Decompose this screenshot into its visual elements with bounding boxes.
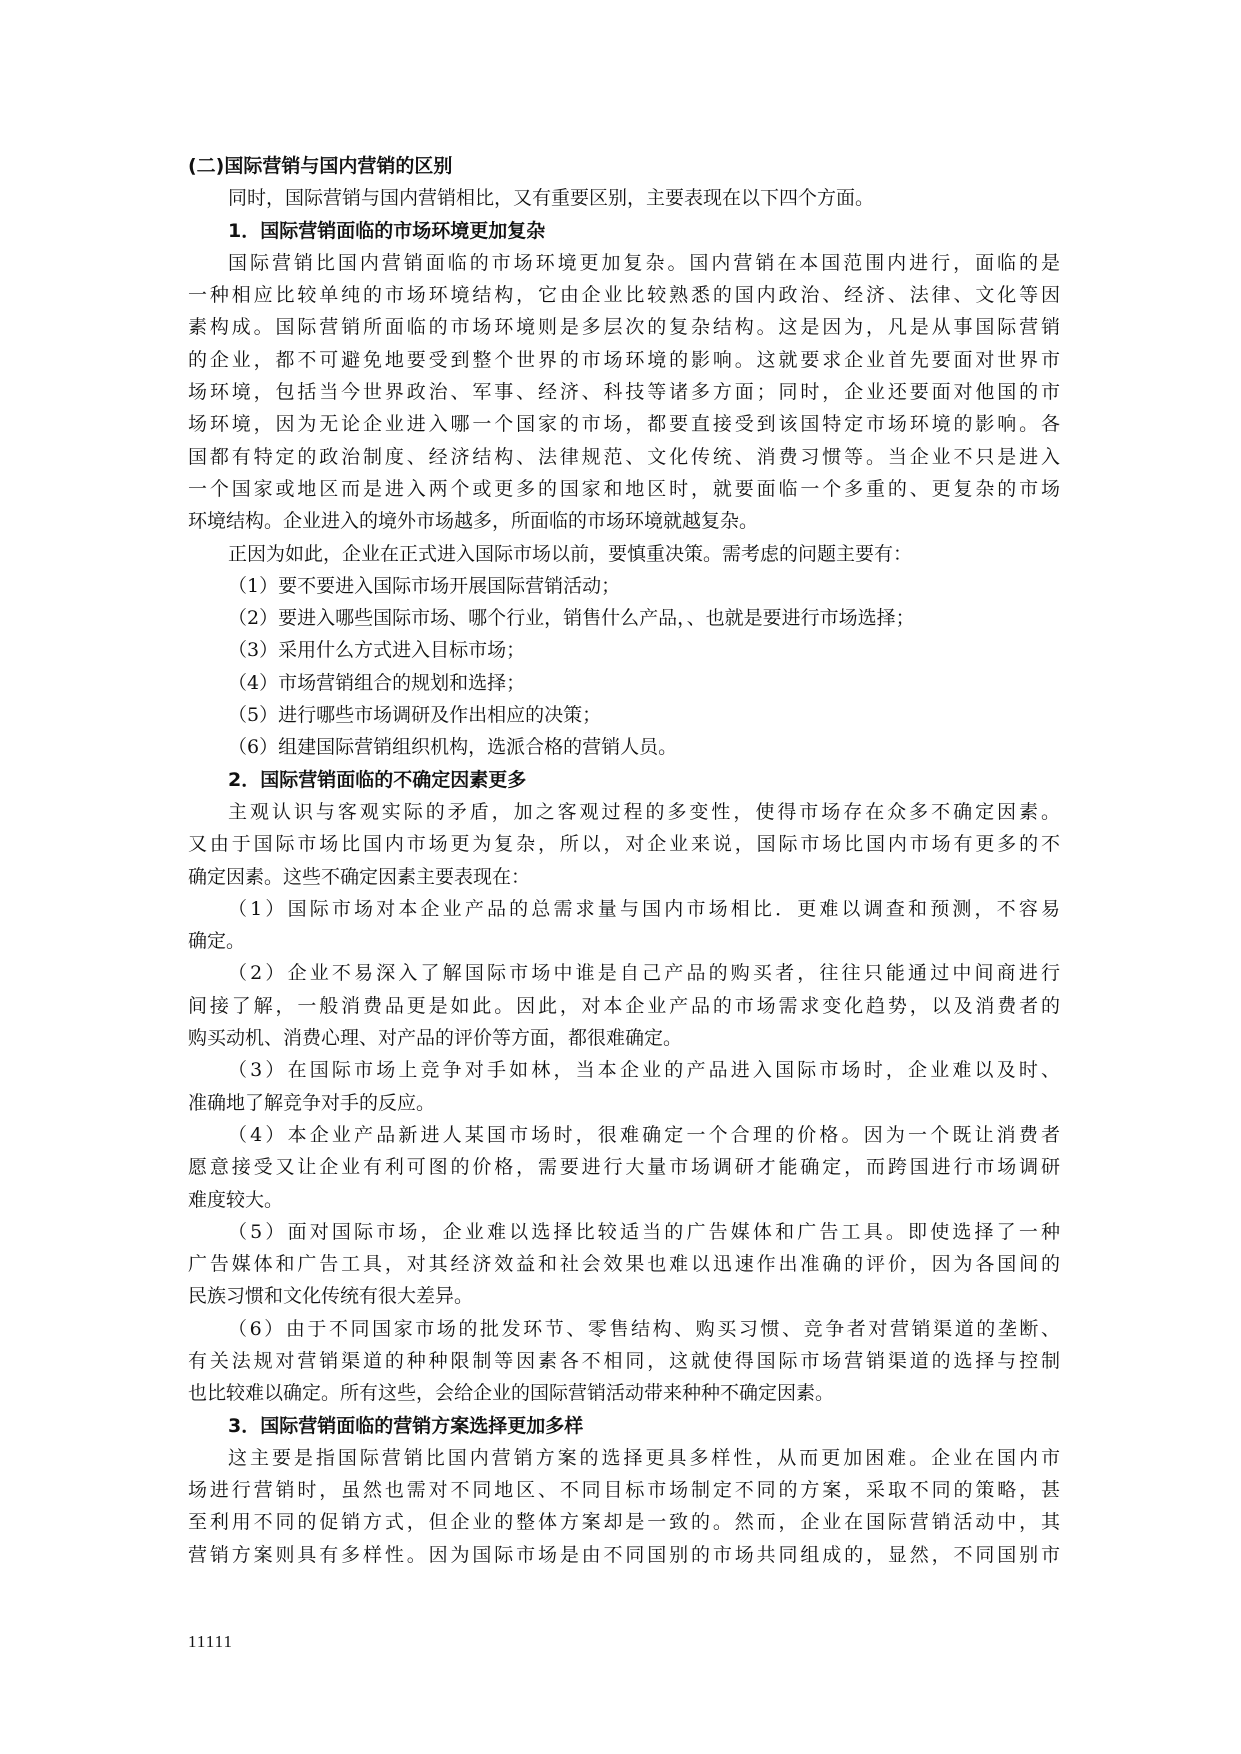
page-number: 11111 bbox=[188, 1632, 233, 1651]
section-heading: 3．国际营销面临的营销方案选择更加多样 bbox=[228, 1414, 584, 1437]
text-line: 购买动机、消费心理、对产品的评价等方面，都很难确定。 bbox=[188, 1027, 683, 1050]
text-line: （2）要进入哪些国际市场、哪个行业，销售什么产品，、也就是要进行市场选择； bbox=[228, 607, 915, 630]
text-line: 环境结构。企业进入的境外市场越多，所面临的市场环境就越复杂。 bbox=[188, 510, 759, 533]
text-line: 也比较难以确定。所有这些，会给企业的国际营销活动带来种种不确定因素。 bbox=[188, 1382, 835, 1405]
text-line: 素构成。国际营销所面临的市场环境则是多层次的复杂结构。这是因为，凡是从事国际营销 bbox=[188, 316, 1060, 339]
text-line: 愿意接受又让企业有利可图的价格，需要进行大量市场调研才能确定，而跨国进行市场调研 bbox=[188, 1156, 1060, 1179]
text-line: （6）组建国际营销组织机构，选派合格的营销人员。 bbox=[228, 736, 678, 759]
text-line: （4）本企业产品新进人某国市场时，很难确定一个合理的价格。因为一个既让消费者 bbox=[228, 1123, 1060, 1146]
text-line: 准确地了解竞争对手的反应。 bbox=[188, 1091, 436, 1114]
text-line: 一种相应比较单纯的市场环境结构，它由企业比较熟悉的国内政治、经济、法律、文化等因 bbox=[188, 284, 1060, 307]
section-heading: 1．国际营销面临的市场环境更加复杂 bbox=[228, 219, 546, 242]
text-line: 正因为如此，企业在正式进入国际市场以前，要慎重决策。需考虑的问题主要有： bbox=[228, 542, 913, 565]
section-heading: (二)国际营销与国内营销的区别 bbox=[188, 155, 453, 177]
text-line: 场环境，因为无论企业进入哪一个国家的市场，都要直接受到该国特定市场环境的影响。各 bbox=[188, 413, 1060, 436]
text-line: 主观认识与客观实际的矛盾，加之客观过程的多变性，使得市场存在众多不确定因素。 bbox=[228, 800, 1060, 823]
text-line: 确定因素。这些不确定因素主要表现在： bbox=[188, 865, 531, 888]
text-line: 难度较大。 bbox=[188, 1188, 284, 1211]
text-line: 有关法规对营销渠道的种种限制等因素各不相同，这就使得国际市场营销渠道的选择与控制 bbox=[188, 1349, 1060, 1372]
text-line: 这主要是指国际营销比国内营销方案的选择更具多样性，从而更加困难。企业在国内市 bbox=[228, 1446, 1060, 1469]
text-line: （1）国际市场对本企业产品的总需求量与国内市场相比．更难以调查和预测，不容易 bbox=[228, 897, 1060, 920]
text-line: （5）进行哪些市场调研及作出相应的决策； bbox=[228, 704, 602, 727]
text-line: 至利用不同的促销方式，但企业的整体方案却是一致的。然而，企业在国际营销活动中，其 bbox=[188, 1511, 1060, 1534]
text-line: 的企业，都不可避免地要受到整个世界的市场环境的影响。这就要求企业首先要面对世界市 bbox=[188, 348, 1060, 371]
text-line: 民族习惯和文化传统有很大差异。 bbox=[188, 1285, 474, 1308]
text-line: 又由于国际市场比国内市场更为复杂，所以，对企业来说，国际市场比国内市场有更多的不 bbox=[188, 833, 1060, 856]
text-line: 国都有特定的政治制度、经济结构、法律规范、文化传统、消费习惯等。当企业不只是进入 bbox=[188, 445, 1060, 468]
text-line: 确定。 bbox=[188, 930, 246, 953]
section-heading: 2．国际营销面临的不确定因素更多 bbox=[228, 768, 527, 791]
text-line: （2）企业不易深入了解国际市场中谁是自己产品的购买者，往往只能通过中间商进行 bbox=[228, 962, 1060, 985]
text-line: 一个国家或地区而是进入两个或更多的国家和地区时，就要面临一个多重的、更复杂的市场 bbox=[188, 477, 1060, 500]
text-line: 同时，国际营销与国内营销相比，又有重要区别，主要表现在以下四个方面。 bbox=[228, 187, 875, 210]
text-line: （1）要不要进入国际市场开展国际营销活动； bbox=[228, 574, 621, 597]
text-line: （3）在国际市场上竞争对手如林，当本企业的产品进入国际市场时，企业难以及时、 bbox=[228, 1059, 1060, 1082]
text-line: 间接了解，一般消费品更是如此。因此，对本企业产品的市场需求变化趋势，以及消费者的 bbox=[188, 994, 1060, 1017]
text-line: 广告媒体和广告工具，对其经济效益和社会效果也难以迅速作出准确的评价，因为各国间的 bbox=[188, 1253, 1060, 1276]
text-line: 场进行营销时，虽然也需对不同地区、不同目标市场制定不同的方案，采取不同的策略，甚 bbox=[188, 1479, 1060, 1502]
text-line: （4）市场营销组合的规划和选择； bbox=[228, 671, 526, 694]
text-line: （6）由于不同国家市场的批发环节、零售结构、购买习惯、竞争者对营销渠道的垄断、 bbox=[228, 1317, 1060, 1340]
text-line: 场环境，包括当今世界政治、军事、经济、科技等诸多方面；同时，企业还要面对他国的市 bbox=[188, 381, 1060, 404]
text-line: 营销方案则具有多样性。因为国际市场是由不同国别的市场共同组成的，显然，不同国别市 bbox=[188, 1543, 1060, 1566]
text-line: （3）采用什么方式进入目标市场； bbox=[228, 639, 526, 662]
text-line: （5）面对国际市场，企业难以选择比较适当的广告媒体和广告工具。即使选择了一种 bbox=[228, 1220, 1060, 1243]
document-page bbox=[188, 150, 1060, 1571]
text-line: 国际营销比国内营销面临的市场环境更加复杂。国内营销在本国范围内进行，面临的是 bbox=[228, 251, 1060, 274]
